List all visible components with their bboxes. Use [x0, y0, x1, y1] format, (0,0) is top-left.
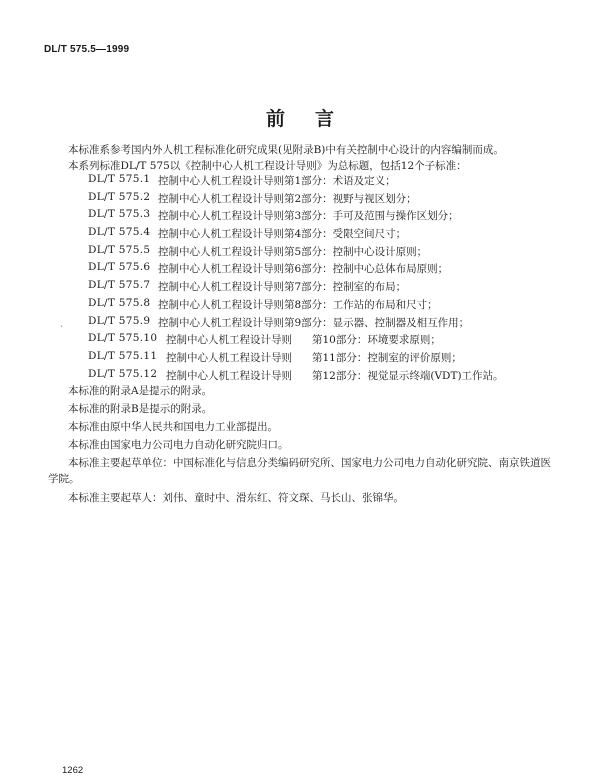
- intro-paragraph-1: 本标准系参考国内外人机工程标准化研究成果(见附录B)中有关控制中心设计的内容编制而成。: [68, 144, 504, 156]
- standard-number: DL/T 575.11: [88, 349, 158, 362]
- part-title: 第5部分：控制中心设计原则；: [284, 245, 428, 258]
- page-title: 前言: [265, 108, 364, 130]
- series-title: 控制中心人机工程设计导则: [166, 369, 292, 382]
- part-title: 第11部分：控制室的评价原则；: [312, 351, 462, 364]
- standard-number: DL/T 575.8: [88, 296, 151, 309]
- series-title: 控制中心人机工程设计导则: [158, 298, 284, 311]
- appendix-note-b: 本标准的附录B是提示的附录。: [68, 403, 213, 415]
- intro-paragraph-2: 本系列标准DL/T 575以《控制中心人机工程设计导则》为总标题，包括12个子标准：: [68, 160, 467, 172]
- part-title: 第9部分：显示器、控制器及相互作用；: [284, 316, 470, 329]
- standard-number: DL/T 575.6: [88, 261, 151, 274]
- part-title: 第2部分：视野与视区划分；: [284, 192, 417, 205]
- series-title: 控制中心人机工程设计导则: [158, 281, 284, 294]
- standard-number: DL/T 575.5: [88, 243, 151, 256]
- drafting-units: 本标准主要起草单位：中国标准化与信息分类编码研究所、国家电力公司电力自动化研究院、南京铁道医学院。: [48, 457, 551, 485]
- standard-number: DL/T 575.4: [88, 226, 151, 239]
- part-title: 第1部分：术语及定义；: [284, 175, 396, 187]
- series-title: 控制中心人机工程设计导则: [158, 245, 284, 258]
- part-title: 第7部分：控制室的布局；: [284, 281, 407, 294]
- standard-number: DL/T 575.1: [88, 173, 151, 185]
- series-title: 控制中心人机工程设计导则: [158, 228, 284, 241]
- series-title: 控制中心人机工程设计导则: [158, 263, 284, 276]
- series-title: 控制中心人机工程设计导则: [158, 316, 284, 329]
- drafters: 本标准主要起草人：刘伟、童时中、滑东红、符文琛、马长山、张锦华。: [68, 492, 404, 504]
- proposer-note: 本标准由原中华人民共和国电力工业部提出。: [68, 421, 278, 433]
- scan-mark: `: [60, 325, 64, 334]
- page-number: 1262: [62, 765, 84, 776]
- part-title: 第8部分：工作站的布局和尺寸；: [284, 298, 438, 311]
- standard-code: DL/T 575.5—1999: [44, 44, 130, 55]
- standard-number: DL/T 575.12: [88, 367, 158, 380]
- part-title: 第12部分：视觉显示终端(VDT)工作站。: [312, 369, 504, 382]
- standard-number: DL/T 575.9: [88, 314, 151, 327]
- part-title: 第4部分：受限空间尺寸；: [284, 228, 407, 241]
- series-title: 控制中心人机工程设计导则: [158, 210, 284, 223]
- series-title: 控制中心人机工程设计导则: [158, 175, 284, 187]
- standard-number: DL/T 575.10: [88, 332, 158, 345]
- part-title: 第6部分：控制中心总体布局原则；: [284, 263, 449, 276]
- standard-number: DL/T 575.3: [88, 208, 151, 221]
- standard-number: DL/T 575.2: [88, 190, 151, 203]
- part-title: 第3部分：手可及范围与操作区划分；: [284, 210, 459, 223]
- appendix-note-a: 本标准的附录A是提示的附录。: [68, 385, 213, 397]
- series-title: 控制中心人机工程设计导则: [158, 192, 284, 205]
- series-title: 控制中心人机工程设计导则: [166, 334, 292, 347]
- part-title: 第10部分：环境要求原则；: [312, 334, 441, 347]
- standard-number: DL/T 575.7: [88, 279, 151, 292]
- series-title: 控制中心人机工程设计导则: [166, 351, 292, 364]
- administrator-note: 本标准由国家电力公司电力自动化研究院归口。: [68, 439, 289, 451]
